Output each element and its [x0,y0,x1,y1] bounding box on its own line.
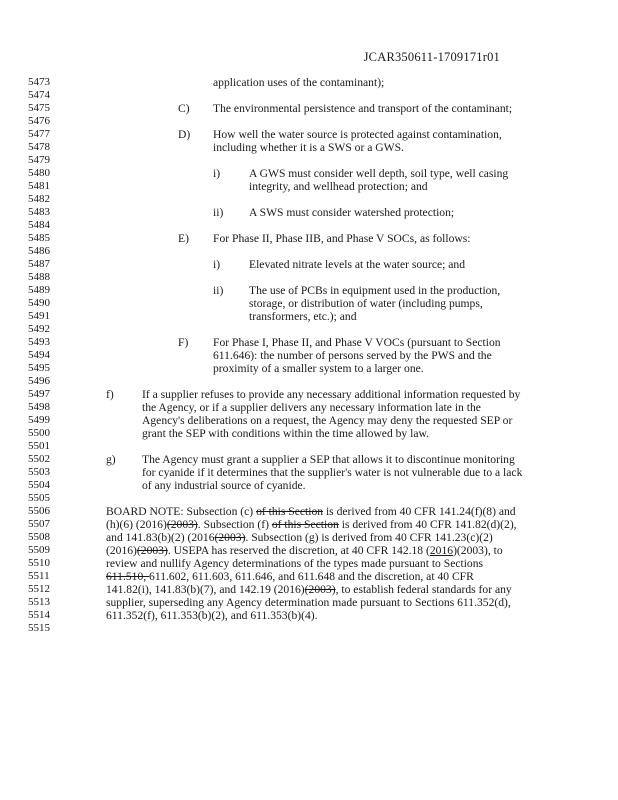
line-number: 5489 [28,284,50,296]
item-g-line1: The Agency must grant a supplier a SEP that allows it to discontinue monitoring [142,453,515,466]
item-g-line3: of any industrial source of cyanide. [142,479,306,492]
line-number: 5496 [28,375,50,387]
line-number: 5510 [28,557,50,569]
line-number: 5494 [28,349,50,361]
board-note-line7: 141.82(i), 141.83(b)(7), and 142.19 (2016)(2003), to establish federal standards for any [106,583,512,596]
line-number: 5476 [28,115,50,127]
item-E-label: E) [178,232,189,245]
board-note-line4: (2016)(2003). USEPA has reserved the discretion, at 40 CFR 142.18 (2016)(2003), to [106,544,503,557]
line-number: 5492 [28,323,50,335]
line-number: 5503 [28,466,50,478]
board-note-line5: review and nullify Agency determinations of the types made pursuant to Sections [106,557,484,570]
item-E-ii-label: ii) [213,284,224,297]
line-number: 5499 [28,414,50,426]
item-D-line2: including whether it is a SWS or a GWS. [213,141,404,154]
line-number: 5502 [28,453,50,465]
line-number: 5478 [28,141,50,153]
item-E-ii-line2: storage, or distribution of water (including pumps, [249,297,483,310]
board-note-line3: and 141.83(b)(2) (2016(2003). Subsection (g) is derived from 40 CFR 141.23(c)(2) [106,531,493,544]
item-E-i-line1: Elevated nitrate levels at the water source; and [249,258,465,271]
line-number: 5475 [28,102,50,114]
line-number: 5485 [28,232,50,244]
line-number: 5514 [28,609,50,621]
item-f-line2: the Agency, or if a supplier delivers any necessary information late in the [142,401,481,414]
item-f-label: f) [106,388,114,401]
item-D-i-label: i) [213,167,221,180]
line-number: 5498 [28,401,50,413]
line-number: 5507 [28,518,50,530]
document-id-header: JCAR350611-1709171r01 [363,50,500,64]
item-D-i-line1: A GWS must consider well depth, soil type, well casing [249,167,509,180]
line-number: 5515 [28,622,50,634]
item-f-line3: Agency's deliberations on a request, the Agency may deny the requested SEP or [142,414,513,427]
item-E-ii-line3: transformers, etc.); and [249,310,357,323]
item-F-line3: proximity of a smaller system to a larger one. [213,362,424,375]
item-E-i-label: i) [213,258,221,271]
line-number: 5505 [28,492,50,504]
line-number: 5513 [28,596,50,608]
line-number: 5479 [28,154,50,166]
board-note-line9: 611.352(f), 611.353(b)(2), and 611.353(b)(4). [106,609,318,622]
item-F-line1: For Phase I, Phase II, and Phase V VOCs (pursuant to Section [213,336,501,349]
item-c-continuation: application uses of the contaminant); [213,76,385,89]
item-g-line2: for cyanide if it determines that the supplier's water is not vulnerable due to a lack [142,466,523,479]
line-number: 5477 [28,128,50,140]
line-number: 5483 [28,206,50,218]
line-number: 5511 [28,570,50,582]
line-number: 5487 [28,258,50,270]
item-C-label: C) [178,102,190,115]
board-note-line2: (h)(6) (2016)(2003). Subsection (f) of this Section is derived from 40 CFR 141.82(d)(2), [106,518,517,531]
line-number: 5504 [28,479,50,491]
line-number: 5512 [28,583,50,595]
line-number: 5473 [28,76,50,88]
board-note-line8: supplier, superseding any Agency determination made pursuant to Sections 611.352(d), [106,596,511,609]
line-number: 5484 [28,219,50,231]
item-D-ii-label: ii) [213,206,224,219]
line-number: 5501 [28,440,50,452]
line-number: 5490 [28,297,50,309]
line-number: 5481 [28,180,50,192]
line-number: 5506 [28,505,50,517]
item-D-i-line2: integrity, and wellhead protection; and [249,180,428,193]
line-number: 5508 [28,531,50,543]
line-number: 5474 [28,89,50,101]
line-number: 5493 [28,336,50,348]
item-D-ii-line1: A SWS must consider watershed protection; [249,206,455,219]
item-E-ii-line1: The use of PCBs in equipment used in the production, [249,284,501,297]
item-f-line1: If a supplier refuses to provide any necessary additional information requested by [142,388,521,401]
item-D-line1: How well the water source is protected against contamination, [213,128,502,141]
line-number: 5500 [28,427,50,439]
item-C-text: The environmental persistence and transport of the contaminant; [213,102,513,115]
line-number: 5480 [28,167,50,179]
line-number: 5486 [28,245,50,257]
item-g-label: g) [106,453,116,466]
item-D-label: D) [178,128,191,141]
line-number: 5482 [28,193,50,205]
line-number: 5488 [28,271,50,283]
item-F-label: F) [178,336,189,349]
line-number: 5509 [28,544,50,556]
item-E-line1: For Phase II, Phase IIB, and Phase V SOCs, as follows: [213,232,471,245]
line-number: 5491 [28,310,50,322]
item-F-line2: 611.646): the number of persons served by the PWS and the [213,349,492,362]
line-number: 5495 [28,362,50,374]
board-note-line6: 611.510, 611.602, 611.603, 611.646, and 611.648 and the discretion, at 40 CFR [106,570,474,583]
line-number: 5497 [28,388,50,400]
board-note-line1: BOARD NOTE: Subsection (c) of this Section is derived from 40 CFR 141.24(f)(8) and [106,505,516,518]
item-f-line4: grant the SEP with conditions within the time allowed by law. [142,427,430,440]
